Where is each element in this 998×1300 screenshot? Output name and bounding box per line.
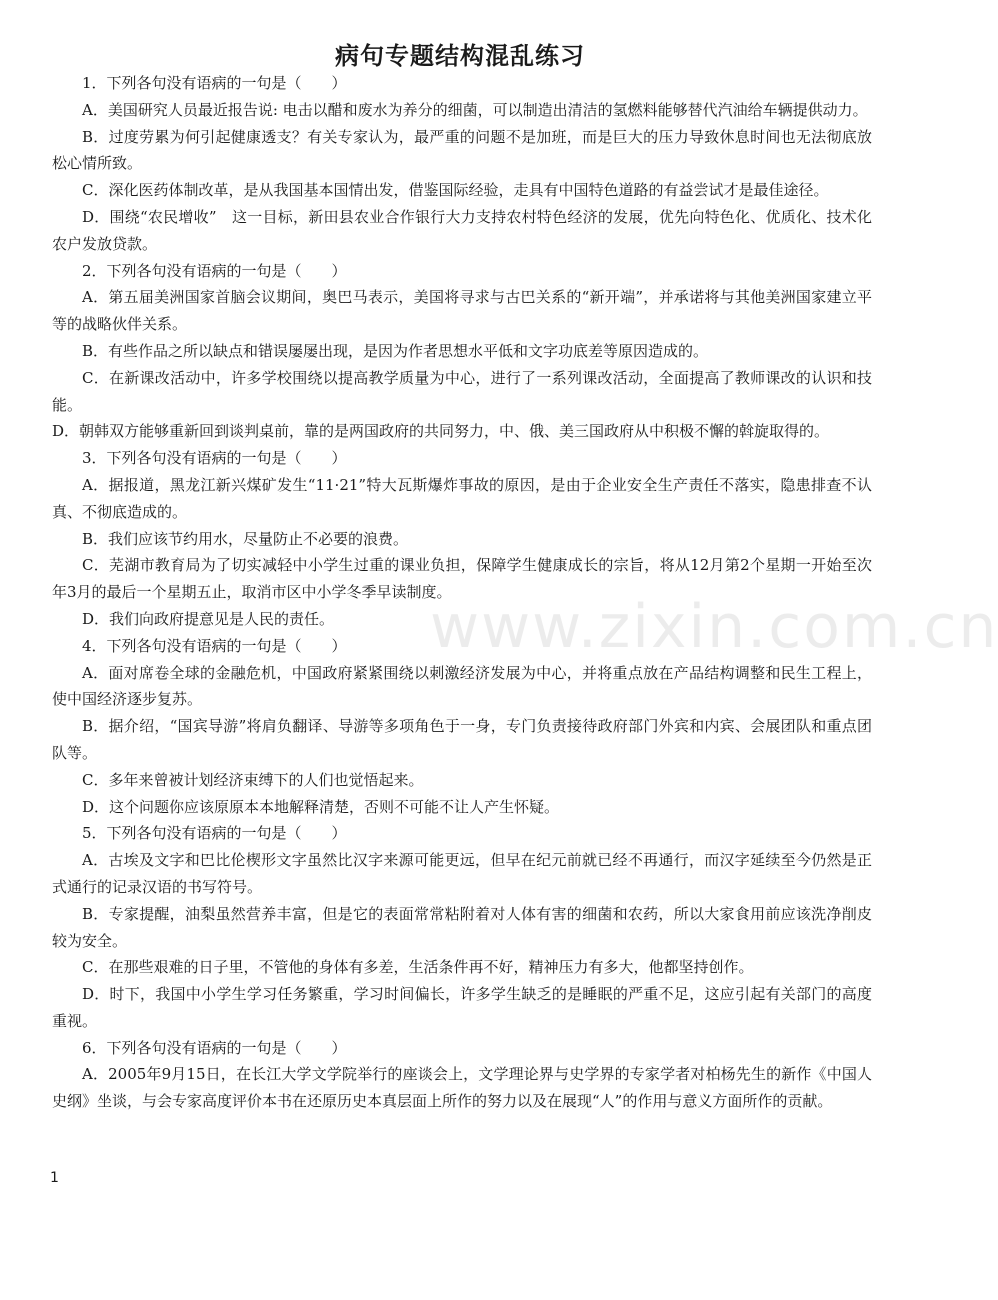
q5-option-d: D．时下，我国中小学生学习任务繁重，学习时间偏长，许多学生缺乏的是睡眠的严重不足，这应引起有关部门的高度重视。 <box>52 985 872 1030</box>
q4-option-b: B．据介绍，“国宾导游”将肩负翻译、导游等多项角色于一身，专门负责接待政府部门外宾和内宾、会展团队和重点团队等。 <box>52 717 872 762</box>
q6-stem: 6．下列各句没有语病的一句是（ ） <box>82 1038 347 1057</box>
q3-option-d: D．我们向政府提意见是人民的责任。 <box>82 609 335 628</box>
q1-option-c: C．深化医药体制改革，是从我国基本国情出发，借鉴国际经验，走具有中国特色道路的有益尝试才是最佳途径。 <box>82 181 829 200</box>
watermark: www.zixin.com.cn <box>430 592 998 662</box>
q5-option-a: A．古埃及文字和巴比伦楔形文字虽然比汉字来源可能更远，但早在纪元前就已经不再通行，而汉字延续至今仍然是正式通行的记录汉语的书写符号。 <box>52 851 872 896</box>
q1-stem: 1．下列各句没有语病的一句是（ ） <box>82 74 347 92</box>
document-body <box>52 70 872 1115</box>
q3-option-c: C．芜湖市教育局为了切实减轻中小学生过重的课业负担，保障学生健康成长的宗旨，将从12月第2个星期一开始至次年3月的最后一个星期五止，取消市区中小学冬季早读制度。 <box>52 556 872 602</box>
q3-option-b: B．我们应该节约用水，尽量防止不必要的浪费。 <box>82 529 409 548</box>
q4-option-d: D．这个问题你应该原原本本地解释清楚，否则不可能不让人产生怀疑。 <box>82 797 560 816</box>
q2-option-c: C．在新课改活动中，许多学校围绕以提高教学质量为中心，进行了一系列课改活动，全面提高了教师课改的认识和技能。 <box>52 368 872 414</box>
q2-option-b: B．有些作品之所以缺点和错误屡屡出现，是因为作者思想水平低和文字功底差等原因造成的。 <box>82 341 709 360</box>
q4-option-a: A．面对席卷全球的金融危机，中国政府紧紧围绕以刺激经济发展为中心，并将重点放在产品结构调整和民生工程上，使中国经济逐步复苏。 <box>52 663 872 709</box>
q5-stem: 5．下列各句没有语病的一句是（ ） <box>82 824 347 843</box>
page-number: 1 <box>50 1170 59 1186</box>
document-title: 病句专题结构混乱练习 <box>335 42 585 70</box>
q1-option-d: D．围绕“农民增收” 这一目标，新田县农业合作银行大力支持农村特色经济的发展，优先向特色化、优质化、技术化农户发放贷款。 <box>52 207 872 253</box>
q2-stem: 2．下列各句没有语病的一句是（ ） <box>82 261 347 280</box>
q2-option-a: A．第五届美洲国家首脑会议期间，奥巴马表示，美国将寻求与古巴关系的“新开端”，并承诺将与其他美洲国家建立平等的战略伙伴关系。 <box>52 288 872 334</box>
q6-option-a: A．2005年9月15日，在长江大学文学院举行的座谈会上，文学理论界与史学界的专家学者对柏杨先生的新作《中国人史纲》坐谈，与会专家高度评价本书在还原历史本真层面上所作的努力以及在展现“人”的作用与意义方面所作的贡献。 <box>52 1065 872 1111</box>
q5-option-c: C．在那些艰难的日子里，不管他的身体有多差，生活条件再不好，精神压力有多大，他都坚持创作。 <box>82 958 754 977</box>
q4-stem: 4．下列各句没有语病的一句是（ ） <box>82 636 347 655</box>
q4-option-c: C．多年来曾被计划经济束缚下的人们也觉悟起来。 <box>82 770 424 789</box>
q2-option-d: D．朝韩双方能够重新回到谈判桌前，靠的是两国政府的共同努力，中、俄、美三国政府从中积极不懈的斡旋取得的。 <box>52 422 830 441</box>
q1-option-b: B．过度劳累为何引起健康透支？有关专家认为，最严重的问题不是加班，而是巨大的压力导致休息时间也无法彻底放松心情所致。 <box>52 127 872 173</box>
q3-stem: 3．下列各句没有语病的一句是（ ） <box>82 449 347 468</box>
q3-option-a: A．据报道，黑龙江新兴煤矿发生“11·21”特大瓦斯爆炸事故的原因，是由于企业安全生产责任不落实，隐患排查不认真、不彻底造成的。 <box>52 475 872 521</box>
q1-option-a: A．美国研究人员最近报告说: 电击以醋和废水为养分的细菌，可以制造出清洁的氢燃料能够替代汽油给车辆提供动力。 <box>82 100 868 119</box>
q5-option-b: B．专家提醒，油梨虽然营养丰富，但是它的表面常常粘附着对人体有害的细菌和农药，所以大家食用前应该洗净削皮较为安全。 <box>52 904 872 950</box>
